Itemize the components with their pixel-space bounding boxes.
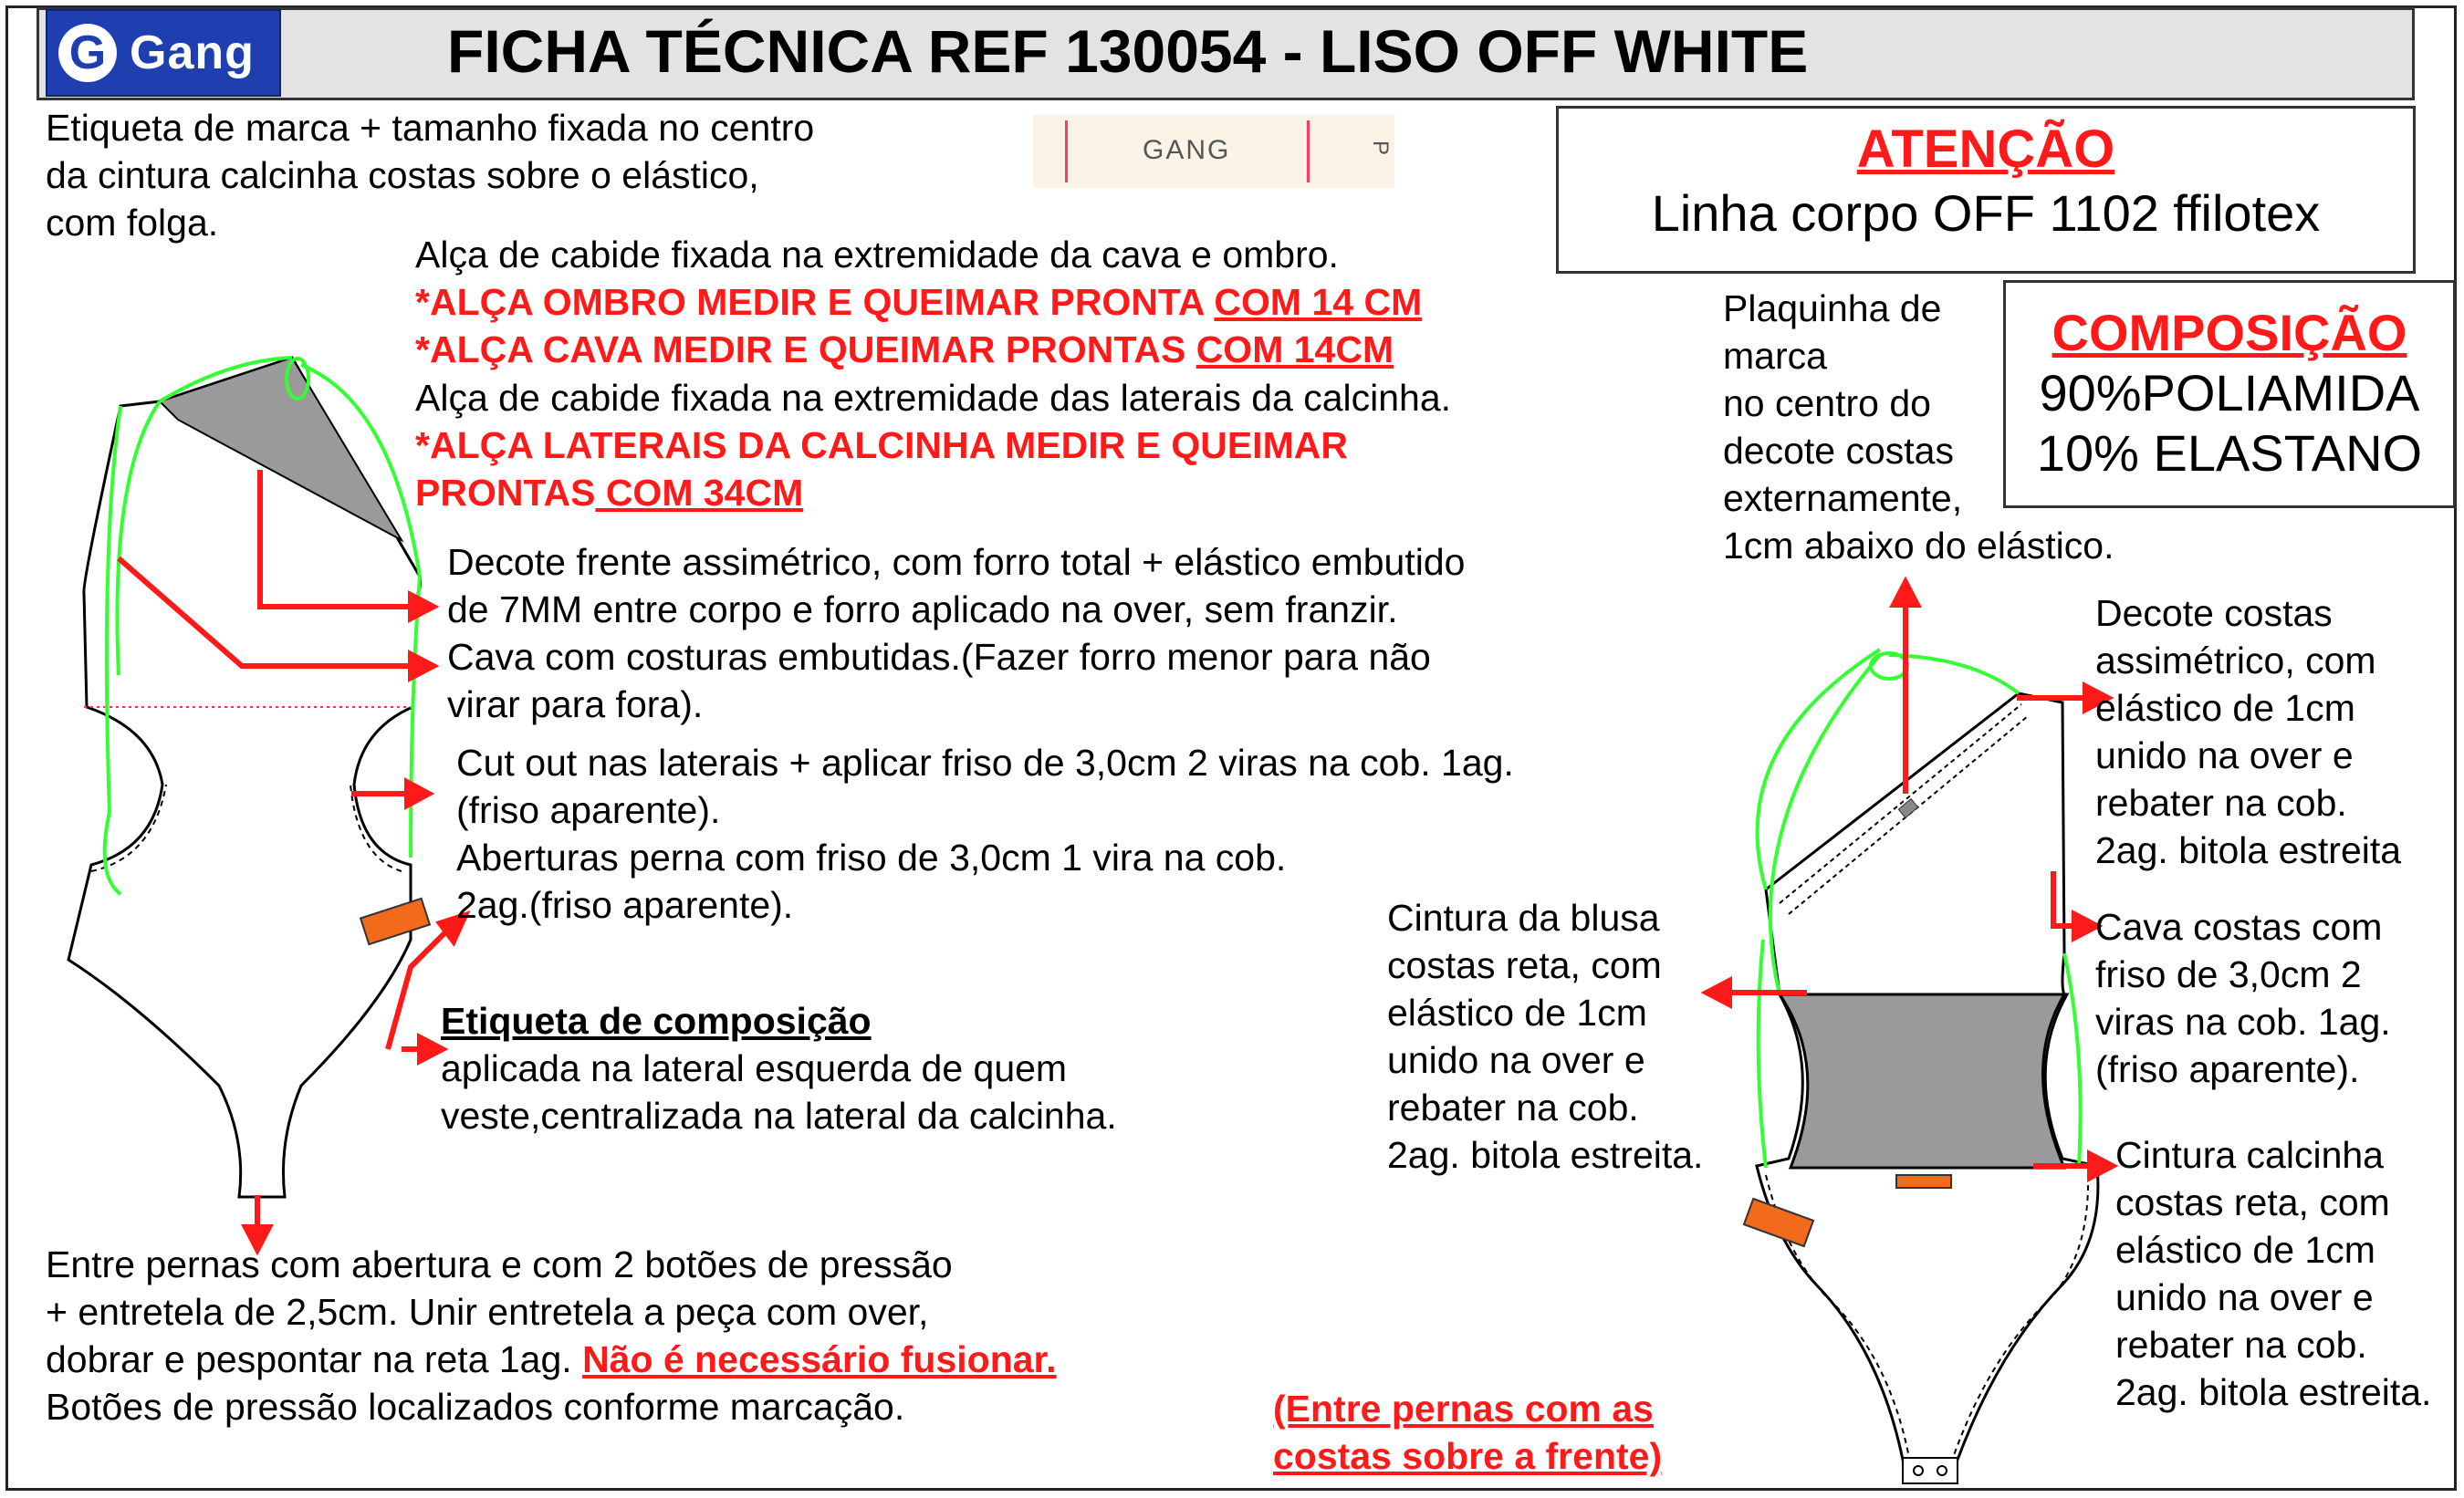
logo-text: Gang <box>130 26 255 79</box>
atencao-box <box>1556 106 2416 274</box>
note-alca-ombro <box>415 278 1422 326</box>
composicao-line-1: 90%POLIAMIDA <box>2039 364 2420 421</box>
note-cut-out-4: 2ag.(friso aparente). <box>456 884 794 926</box>
back-garment-drawing <box>1757 693 2098 1483</box>
note-decote-costas-6: 2ag. bitola estreita <box>2095 829 2402 871</box>
note-cintura-blusa-5: rebater na cob. <box>1387 1087 1639 1129</box>
back-snap-buttons <box>1903 1458 1958 1483</box>
note-decote-costas-3: elástico de 1cm <box>2095 687 2355 729</box>
note-etiqueta-marca-2: da cintura calcinha costas sobre o elástico, <box>46 154 759 196</box>
note-plaquinha-2: marca <box>1723 335 1827 377</box>
note-entre-pernas-2: + entretela de 2,5cm. Unir entretela a peça com over, <box>46 1291 929 1333</box>
note-entre-pernas-3 <box>46 1336 1057 1383</box>
note-decote-costas-1: Decote costas <box>2095 592 2333 634</box>
note-cava-costas-3: viras na cob. 1ag. <box>2095 1001 2391 1043</box>
note-cut-out-3: Aberturas perna com friso de 3,0cm 1 vira na cob. <box>456 837 1287 879</box>
back-waist-label <box>1896 1175 1951 1188</box>
note-cava-costas-2: friso de 3,0cm 2 <box>2095 953 2362 995</box>
note-decote-frente-3: Cava com costuras embutidas.(Fazer forro menor para não <box>447 636 1431 678</box>
note-cut-out-1: Cut out nas laterais + aplicar friso de 3,0cm 2 viras na cob. 1ag. <box>456 742 1514 784</box>
note-cintura-blusa-3: elástico de 1cm <box>1387 992 1647 1034</box>
note-cintura-blusa-2: costas reta, com <box>1387 944 1662 986</box>
note-cintura-blusa-1: Cintura da blusa <box>1387 897 1660 939</box>
note-etiqueta-composicao-1: aplicada na lateral esquerda de quem <box>441 1047 1068 1089</box>
logo-mark-icon: G <box>58 24 117 82</box>
label-brand: GANG <box>1143 135 1231 165</box>
note-alca-laterais-2 <box>415 469 803 516</box>
note-alca-laterais-1: *ALÇA LATERAIS DA CALCINHA MEDIR E QUEIMAR <box>415 424 1348 466</box>
page-title: FICHA TÉCNICA REF 130054 - LISO OFF WHITE <box>447 17 1809 85</box>
alca-laterais-word: PRONTAS <box>415 472 596 514</box>
note-entre-pernas-1: Entre pernas com abertura e com 2 botões de pressão <box>46 1243 953 1285</box>
note-cava-costas-4: (friso aparente). <box>2095 1048 2360 1090</box>
note-plaquinha-6: 1cm abaixo do elástico. <box>1723 525 2114 567</box>
note-etiqueta-marca-3: com folga. <box>46 202 219 244</box>
note-decote-costas-4: unido na over e <box>2095 734 2354 776</box>
entre-pernas-text: dobrar e pespontar na reta 1ag. <box>46 1338 583 1380</box>
note-plaquinha-1: Plaquinha de <box>1723 287 1942 329</box>
atencao-text: Linha corpo OFF 1102 ffilotex <box>1651 184 2321 242</box>
note-etiqueta-marca-1: Etiqueta de marca + tamanho fixada no centro <box>46 107 815 149</box>
note-alca-cava <box>415 326 1394 373</box>
note-alca-cabide-1: Alça de cabide fixada na extremidade da cava e ombro. <box>415 234 1339 276</box>
note-etiqueta-composicao-2: veste,centralizada na lateral da calcinha. <box>441 1095 1117 1137</box>
note-decote-frente-1: Decote frente assimétrico, com forro total + elástico embutido <box>447 541 1466 583</box>
note-alca-cabide-2: Alça de cabide fixada na extremidade das laterais da calcinha. <box>415 377 1452 419</box>
alca-cava-measure: COM 14CM <box>1195 328 1394 370</box>
alca-ombro-text: *ALÇA OMBRO MEDIR E QUEIMAR PRONTA <box>415 281 1215 323</box>
note-cintura-calcinha-4: unido na over e <box>2115 1276 2374 1318</box>
note-decote-costas-2: assimétrico, com <box>2095 640 2376 681</box>
note-decote-frente-2: de 7MM entre corpo e forro aplicado na over, sem franzir. <box>447 588 1398 630</box>
alca-ombro-measure: COM 14 CM <box>1214 281 1423 323</box>
note-cintura-blusa-4: unido na over e <box>1387 1039 1645 1081</box>
label-size: P <box>1368 140 1394 156</box>
entre-pernas-warning: Não é necessário fusionar. <box>582 1338 1057 1380</box>
note-cut-out-2: (friso aparente). <box>456 789 721 831</box>
note-entre-pernas-costas-2: costas sobre a frente) <box>1273 1435 1663 1477</box>
note-plaquinha-5: externamente, <box>1723 477 1963 519</box>
front-garment-drawing <box>68 358 421 1197</box>
back-gray-midriff <box>1780 994 2064 1168</box>
note-decote-costas-5: rebater na cob. <box>2095 782 2347 824</box>
alca-laterais-measure: COM 34CM <box>595 472 804 514</box>
note-entre-pernas-costas-1: (Entre pernas com as <box>1273 1388 1654 1430</box>
composicao-title: COMPOSIÇÃO <box>2052 304 2407 361</box>
note-plaquinha-3: no centro do <box>1723 382 1931 424</box>
note-cintura-calcinha-5: rebater na cob. <box>2115 1324 2367 1366</box>
composicao-box <box>2003 280 2456 508</box>
note-etiqueta-composicao-title: Etiqueta de composição <box>441 1000 872 1042</box>
note-cintura-calcinha-2: costas reta, com <box>2115 1181 2390 1223</box>
note-decote-frente-4: virar para fora). <box>447 683 704 725</box>
note-cintura-calcinha-1: Cintura calcinha <box>2115 1134 2384 1176</box>
composicao-line-2: 10% ELASTANO <box>2036 424 2423 482</box>
note-cintura-calcinha-3: elástico de 1cm <box>2115 1229 2375 1271</box>
note-plaquinha-4: decote costas <box>1723 430 1954 472</box>
alca-cava-text: *ALÇA CAVA MEDIR E QUEIMAR PRONTAS <box>415 328 1196 370</box>
note-cintura-calcinha-6: 2ag. bitola estreita. <box>2115 1371 2432 1413</box>
note-cintura-blusa-6: 2ag. bitola estreita. <box>1387 1134 1704 1176</box>
note-entre-pernas-4: Botões de pressão localizados conforme marcação. <box>46 1386 905 1428</box>
atencao-title: ATENÇÃO <box>1856 120 2115 179</box>
note-cava-costas-1: Cava costas com <box>2095 906 2383 948</box>
